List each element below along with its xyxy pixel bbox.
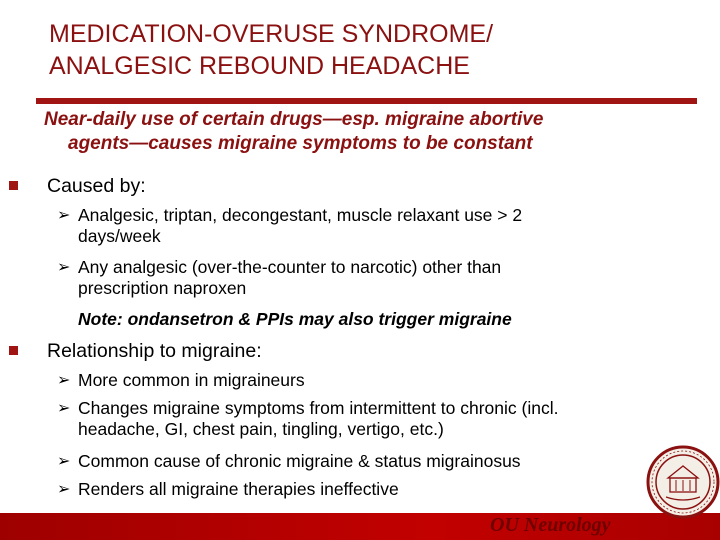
- list-item-line: prescription naproxen: [78, 278, 247, 298]
- arrow-bullet-icon: ➢: [57, 453, 71, 470]
- slide-title: [49, 18, 689, 82]
- bullet-label: Relationship to migraine:: [47, 340, 262, 362]
- arrow-bullet-icon: ➢: [57, 372, 71, 389]
- title-line-1: MEDICATION-OVERUSE SYNDROME/: [49, 20, 494, 48]
- bullet-label: Caused by:: [47, 175, 146, 197]
- footer-label: OU Neurology: [490, 514, 611, 536]
- list-item-line: Renders all migraine therapies ineffective: [78, 479, 399, 499]
- subtitle-line-1: Near-daily use of certain drugs—esp. migraine abortive: [44, 109, 544, 130]
- university-seal-icon: [646, 445, 720, 519]
- slide-subtitle: [44, 108, 684, 156]
- subtitle-line-2: agents—causes migraine symptoms to be constant: [68, 133, 533, 154]
- title-divider: [36, 98, 697, 104]
- list-item-line: Common cause of chronic migraine & status migrainosus: [78, 451, 521, 471]
- footer-bar: [0, 513, 720, 540]
- arrow-bullet-icon: ➢: [57, 259, 71, 276]
- list-item-line: days/week: [78, 226, 161, 246]
- list-item-line: Any analgesic (over-the-counter to narcotic) other than: [78, 257, 502, 277]
- square-bullet-icon: [9, 181, 18, 190]
- list-item-line: Changes migraine symptoms from intermittent to chronic (incl.: [78, 398, 559, 418]
- list-item-line: More common in migraineurs: [78, 370, 305, 390]
- list-item-line: Analgesic, triptan, decongestant, muscle relaxant use > 2: [78, 205, 523, 225]
- arrow-bullet-icon: ➢: [57, 400, 71, 417]
- arrow-bullet-icon: ➢: [57, 481, 71, 498]
- square-bullet-icon: [9, 346, 18, 355]
- arrow-bullet-icon: ➢: [57, 207, 71, 224]
- list-item-line: headache, GI, chest pain, tingling, vertigo, etc.): [78, 419, 444, 439]
- title-line-2: ANALGESIC REBOUND HEADACHE: [49, 52, 470, 80]
- note-text: Note: ondansetron & PPIs may also trigger migraine: [78, 309, 512, 329]
